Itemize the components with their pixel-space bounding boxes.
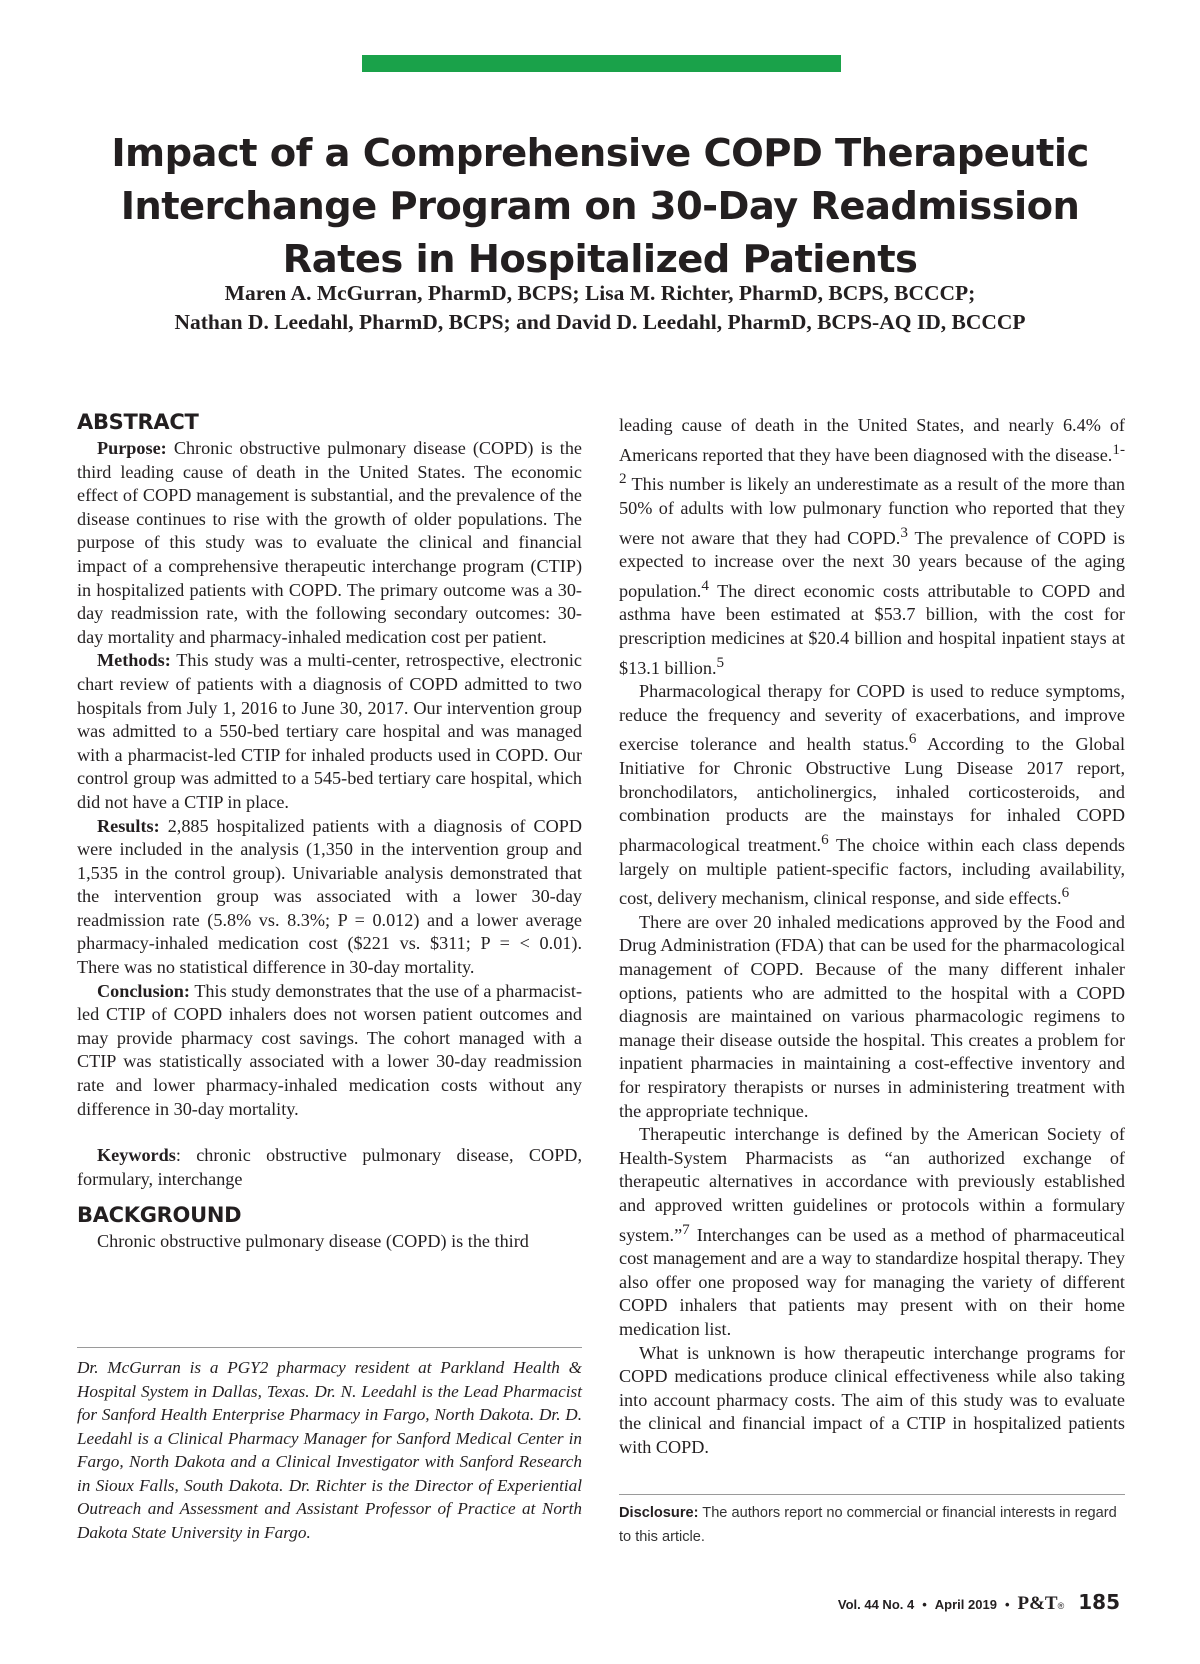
page-number: 185 xyxy=(1078,1590,1120,1614)
separator: • xyxy=(1004,1597,1010,1612)
citation: 6 xyxy=(908,730,917,748)
keywords-text: : chronic obstructive pulmonary disease, COPD, formulary, interchange xyxy=(77,1145,582,1189)
issue-info: Vol. 44 No. 4 xyxy=(837,1597,915,1612)
conclusion-label: Conclusion: xyxy=(97,980,190,1001)
disclosure xyxy=(619,1494,1125,1549)
author-line: Nathan D. Leedahl, PharmD, BCPS; and David D. Leedahl, PharmD, BCPS-AQ ID, BCCCP xyxy=(174,310,1026,334)
purpose-label: Purpose: xyxy=(97,438,167,458)
body-paragraph: What is unknown is how therapeutic interchange programs for COPD medications produce clinical effectiveness while also taking into account pharmacy costs. The aim of this study was to evaluate the clinical and financial impact of a CTIP in hospitalized patients with COPD. xyxy=(619,1342,1125,1457)
keywords-label: Keywords xyxy=(97,1145,176,1166)
disclosure-label: Disclosure: xyxy=(619,1505,699,1521)
citation: 3 xyxy=(900,523,908,541)
text-run: leading cause of death in the United States, and nearly 6.4% of Americans reported that they have been diagnosed with the disease. xyxy=(619,415,1125,465)
author-list xyxy=(60,279,1140,337)
text-run: The prevalence of COPD is expected to increase over the next 30 years because of the aging population. xyxy=(619,527,1125,601)
abstract-heading: ABSTRACT xyxy=(77,410,199,434)
separator: • xyxy=(922,1597,927,1612)
text-run: This number is likely an underestimate as a result of the more than 50% of adults with low pulmonary function who reported that they were not aware that they had COPD. xyxy=(619,474,1125,548)
author-affiliations: Dr. McGurran is a PGY2 pharmacy resident at Parkland Health & Hospital System in Dallas, Texas. Dr. N. Leedahl is the Lead Pharmacist for Sanford Health Enterprise Pharmacy in Fargo, North Dakota. Dr. D. Leedahl is a Clinical Pharmacy Manager for Sanford Medical Center in Fargo, North Dakota and a Clinical Investigator with Sanford Research in Sioux Falls, South Dakota. Dr. Richter is the Director of Experiential Outreach and Assessment and Assistant Professor of Practice at North Dakota State University in Fargo. xyxy=(77,1347,582,1544)
conclusion-text: This study demonstrates that the use of a pharmacist-led CTIP of COPD inhalers does not worsen patient outcomes and may provide pharmacy cost savings. The cohort managed with a CTIP was statistically associated with a lower 30-day readmission rate and lower pharmacy-inhaled medication costs without any difference in 30-day mortality. xyxy=(77,980,582,1119)
methods-text: This study was a multi-center, retrospective, electronic chart review of patients with a diagnosis of COPD admitted to two hospitals from July 1, 2016 to June 30, 2017. Our intervention group was admitted to a 550-bed tertiary care hospital and was managed with a pharmacist-led CTIP for inhaled products used in COPD. Our control group was admitted to a 545-bed tertiary care hospital, which did not have a CTIP in place. xyxy=(77,650,583,812)
abstract-results xyxy=(77,815,582,980)
background-intro: Chronic obstructive pulmonary disease (COPD) is the third xyxy=(97,1231,529,1252)
journal-name: P&T xyxy=(1017,1593,1058,1614)
disclosure-text: The authors report no commercial or financial interests in regard to this article. xyxy=(619,1505,1117,1545)
citation: 5 xyxy=(716,653,725,671)
citation: 6 xyxy=(1061,884,1070,902)
abstract-conclusion xyxy=(77,980,582,1122)
text-run: Therapeutic interchange is defined by the American Society of Health-System Pharmacists as “an authorized exchange of therapeutic alternatives in accordance with previously established and approved written guidelines or protocols within a formulary system.” xyxy=(619,1124,1125,1245)
title-line: Impact of a Comprehensive COPD Therapeutic xyxy=(111,131,1089,176)
text-run: Pharmacological therapy for COPD is used to reduce symptoms, reduce the frequency and severity of exacerbations, and improve exercise tolerance and health status. xyxy=(619,681,1125,755)
title-line: Interchange Program on 30-Day Readmission xyxy=(120,184,1080,229)
keywords xyxy=(77,1144,582,1191)
title-line: Rates in Hospitalized Patients xyxy=(282,237,918,282)
abstract-methods xyxy=(77,649,582,814)
citation: 4 xyxy=(701,576,709,594)
methods-label: Methods: xyxy=(97,650,171,671)
text-run: Interchanges can be used as a method of pharmaceutical cost management and are a way to standardize hospital therapy. They also offer one proposed way for managing the variety of different COPD inhalers that patients may present with on their home medication list. xyxy=(619,1224,1125,1339)
left-column xyxy=(77,408,582,1254)
text-run: According to the Global Initiative for Chronic Obstructive Lung Disease 2017 report, bronchodilators, anticholinergics, inhaled corticosteroids, and combination products are the mainstays for inhaled COPD pharmacological treatment. xyxy=(619,734,1125,855)
abstract-purpose xyxy=(77,437,582,649)
article-title xyxy=(100,127,1100,286)
accent-bar xyxy=(362,55,841,72)
results-label: Results: xyxy=(97,815,160,836)
spacer xyxy=(77,1191,582,1201)
body-paragraph xyxy=(619,414,1125,680)
citation: 7 xyxy=(682,1220,690,1238)
purpose-text: Chronic obstructive pulmonary disease (COPD) is the third leading cause of death in the United States. The economic effect of COPD management is substantial, and the prevalence of the disease continues to rise with the growth of older populations. The purpose of this study was to evaluate the clinical and financial impact of a comprehensive therapeutic interchange program (CTIP) in hospitalized patients with COPD. The primary outcome was a 30-day readmission rate, with the following secondary outcomes: 30-day mortality and pharmacy-inhaled medication cost per patient. xyxy=(77,438,582,647)
results-text: 2,885 hospitalized patients with a diagnosis of COPD were included in the analysis (1,350 in the intervention group and 1,535 in the control group). Univariable analysis demonstrated that the intervention group was associated with a lower 30-day readmission rate (5.8% vs. 8.3%; P = 0.012) and a lower average pharmacy-inhaled medication cost ($221 vs. $311; P = < 0.01). There was no statistical difference in 30-day mortality. xyxy=(77,815,583,978)
page-footer xyxy=(838,1590,1120,1615)
issue-date: April 2019 xyxy=(934,1597,997,1612)
body-paragraph xyxy=(619,680,1125,911)
text-run: The choice within each class depends largely on multiple patient-specific factors, including availability, cost, delivery mechanism, clinical response, and side effects. xyxy=(619,834,1125,909)
body-paragraph: There are over 20 inhaled medications approved by the Food and Drug Administration (FDA) that can be used for the pharmacological management of COPD. Because of the many different inhaler options, patients who are admitted to the hospital with a COPD diagnosis are maintained on various pharmacologic regimens to manage their disease outside the hospital. This creates a problem for inpatient pharmacies in maintaining a cost-effective inventory and for respiratory therapists or nurses in administering treatment with the appropriate technique. xyxy=(619,911,1125,1121)
spacer xyxy=(77,1121,582,1144)
right-column xyxy=(619,414,1125,1460)
author-line: Maren A. McGurran, PharmD, BCPS; Lisa M. Richter, PharmD, BCPS, BCCCP; xyxy=(224,281,976,305)
body-paragraph xyxy=(619,1123,1125,1341)
citation: 6 xyxy=(821,830,829,848)
background-heading: BACKGROUND xyxy=(77,1203,242,1228)
registered-mark: ® xyxy=(1057,1601,1065,1611)
citation: 1-2 xyxy=(619,440,1125,488)
text-run: The direct economic costs attributable to COPD and asthma have been estimated at $53.7 billion, with the cost for prescription medicines at $20.4 billion and hospital inpatient stays at $13.1 billion. xyxy=(619,580,1125,678)
